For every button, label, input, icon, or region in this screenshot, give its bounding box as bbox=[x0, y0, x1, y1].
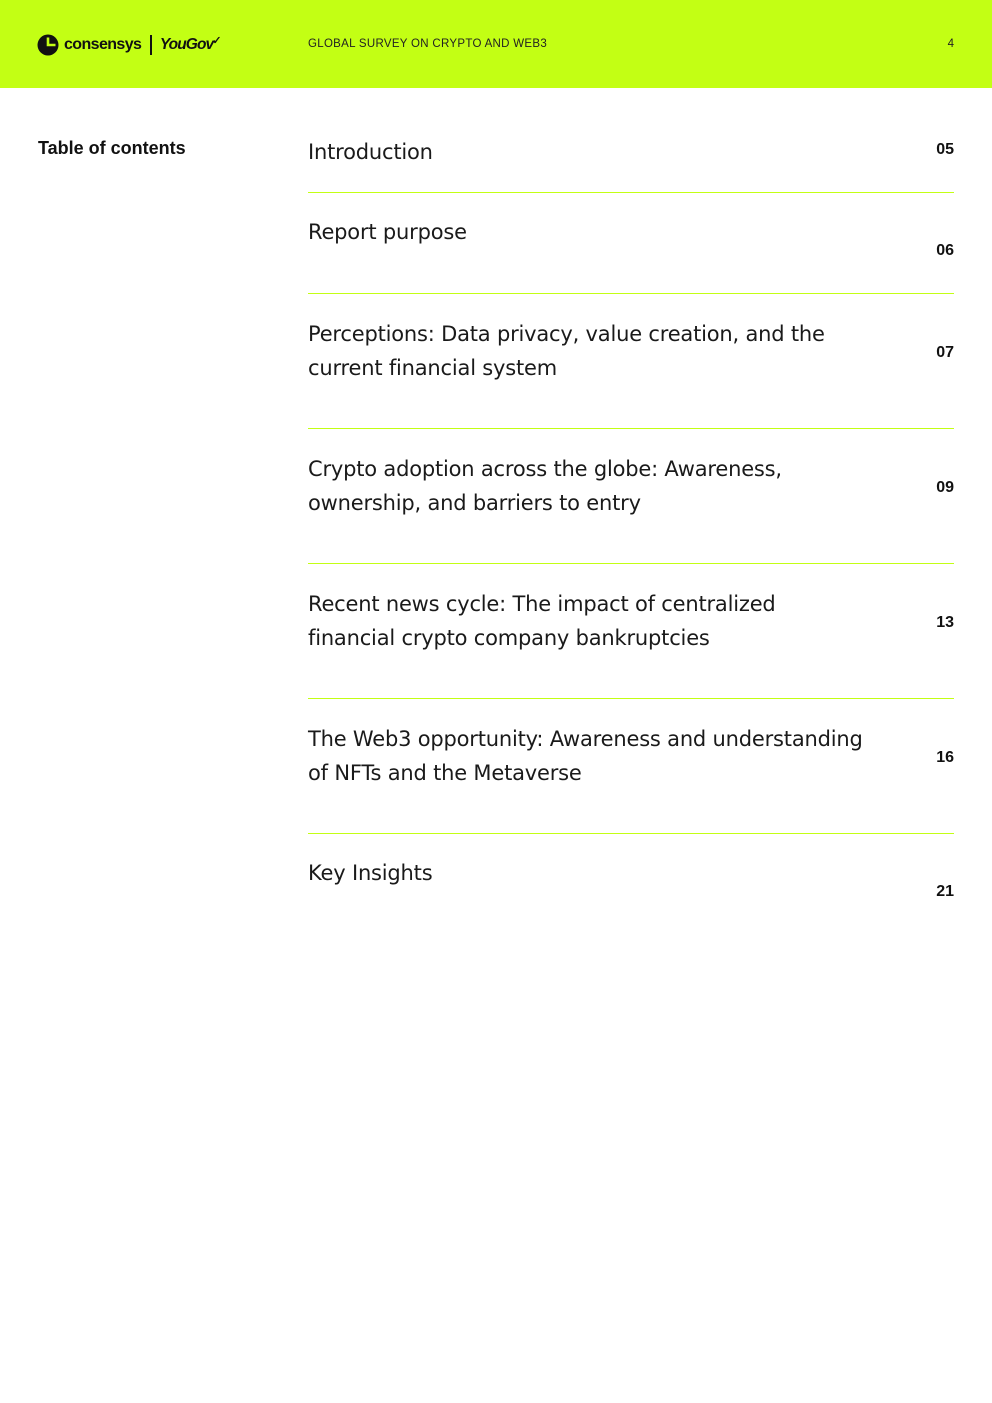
toc-entry-perceptions[interactable] bbox=[308, 317, 954, 429]
toc-entry-title: Introduction bbox=[308, 140, 433, 164]
toc-entry-page: 13 bbox=[936, 614, 954, 631]
toc-entry-title: Crypto adoption across the globe: Awareness, ownership, and barriers to entry bbox=[308, 457, 782, 515]
yougov-wordmark: YouGov bbox=[159, 36, 214, 53]
toc-entry-key-insights[interactable] bbox=[308, 856, 954, 926]
toc-entry-title: Recent news cycle: The impact of centralized financial crypto company bankruptcies bbox=[308, 592, 776, 650]
toc-entry-crypto-adoption[interactable] bbox=[308, 452, 954, 564]
toc-entry-title: The Web3 opportunity: Awareness and understanding of NFTs and the Metaverse bbox=[308, 727, 863, 785]
toc-entry-title: Perceptions: Data privacy, value creation, and the current financial system bbox=[308, 322, 825, 380]
toc-entry-page: 09 bbox=[936, 479, 954, 496]
consensys-logo-icon bbox=[37, 34, 59, 56]
brand-logos bbox=[37, 33, 221, 57]
toc-entry-report-purpose[interactable] bbox=[308, 215, 954, 294]
toc-entry-page: 07 bbox=[936, 344, 954, 361]
toc-entry-recent-news-cycle[interactable] bbox=[308, 587, 954, 699]
logo-divider bbox=[150, 35, 152, 55]
toc-entry-title: Report purpose bbox=[308, 220, 467, 244]
report-title: GLOBAL SURVEY ON CRYPTO AND WEB3 bbox=[308, 38, 548, 50]
yougov-tick-icon: ✓ bbox=[212, 34, 222, 47]
toc-entry-page: 16 bbox=[936, 749, 954, 766]
consensys-wordmark: consensys bbox=[64, 36, 142, 53]
toc-heading: Table of contents bbox=[38, 138, 186, 158]
toc-list bbox=[308, 133, 954, 926]
toc-entry-page: 21 bbox=[936, 883, 954, 900]
toc-entry-page: 06 bbox=[936, 242, 954, 259]
toc-entry-title: Key Insights bbox=[308, 861, 433, 885]
toc-entry-page: 05 bbox=[936, 141, 954, 158]
toc-entry-introduction[interactable] bbox=[308, 135, 954, 193]
toc-entry-web3-opportunity[interactable] bbox=[308, 722, 954, 834]
page-number: 4 bbox=[947, 38, 954, 50]
page-header bbox=[0, 0, 992, 88]
